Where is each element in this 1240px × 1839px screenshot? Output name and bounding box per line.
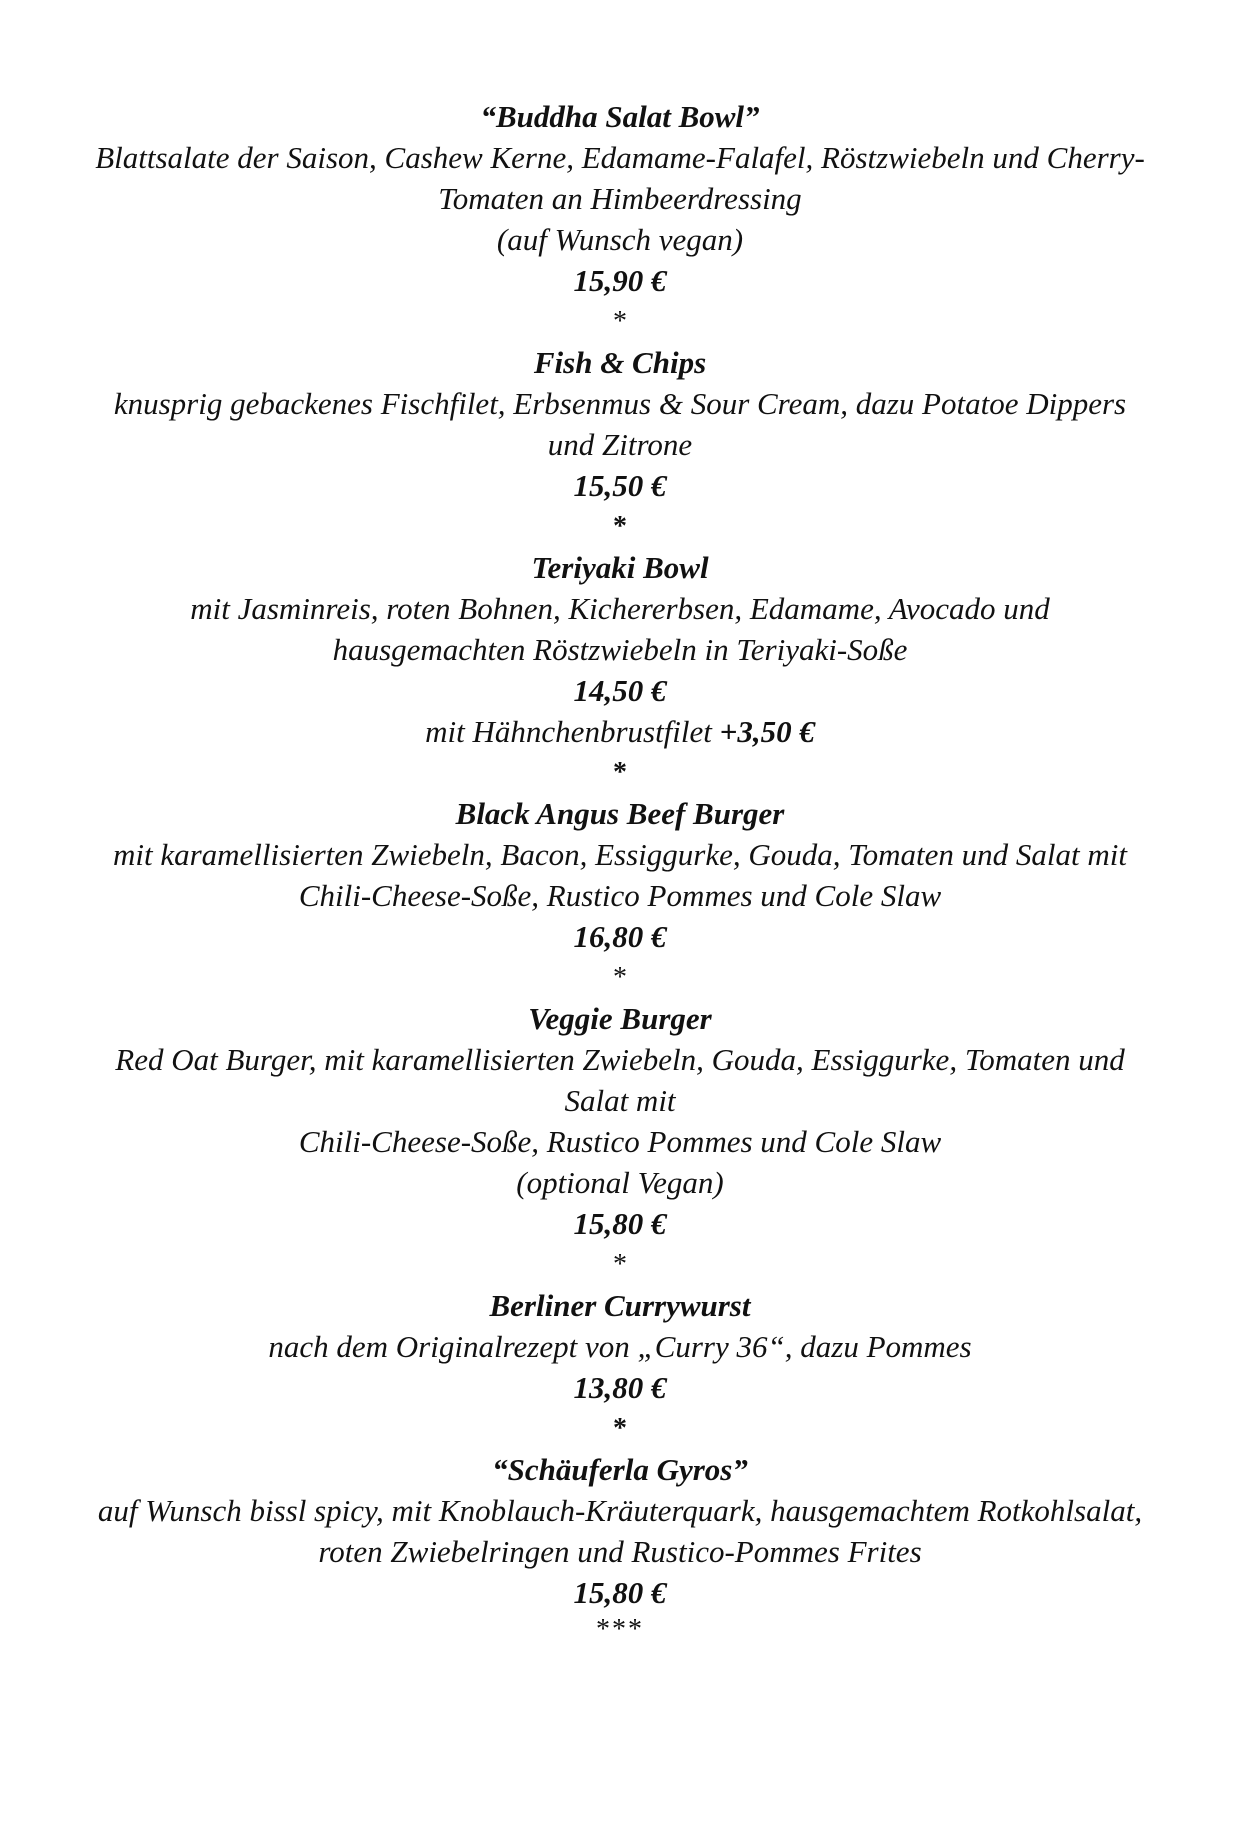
- menu-item-fish-and-chips: [30, 342, 1210, 547]
- dish-title: Fish & Chips: [533, 345, 707, 380]
- dish-description-line: nach dem Originalrezept von „Curry 36“, dazu Pommes: [268, 1329, 972, 1364]
- dish-title: Berliner Currywurst: [489, 1288, 751, 1323]
- dish-title: “Buddha Salat Bowl”: [480, 99, 760, 134]
- addon-price: +3,50 €: [719, 714, 815, 749]
- menu-item-schaeuferla-gyros: [30, 1449, 1210, 1613]
- dish-price: 13,80 €: [573, 1370, 667, 1405]
- dish-description-line: roten Zwiebelringen und Rustico-Pommes Frites: [318, 1534, 922, 1569]
- dish-price: 16,80 €: [573, 919, 667, 954]
- dish-price: 14,50 €: [573, 673, 667, 708]
- menu-item-buddha-salat-bowl: [30, 96, 1210, 342]
- dish-note: (optional Vegan): [516, 1165, 724, 1200]
- menu-item-veggie-burger: [30, 998, 1210, 1285]
- dish-title: Teriyaki Bowl: [531, 550, 709, 585]
- dish-description-line: auf Wunsch bissl spicy, mit Knoblauch-Kräuterquark, hausgemachtem Rotkohlsalat,: [97, 1493, 1143, 1528]
- item-separator: *: [613, 1249, 627, 1280]
- dish-description-line: Chili-Cheese-Soße, Rustico Pommes und Cole Slaw: [298, 1124, 942, 1159]
- dish-description-line: und Zitrone: [547, 427, 693, 462]
- dish-description-line: Salat mit: [564, 1083, 676, 1118]
- item-separator: *: [613, 757, 627, 788]
- addon-label: mit Hähnchenbrustfilet: [425, 714, 720, 749]
- dish-price: 15,50 €: [573, 468, 667, 503]
- item-separator: *: [613, 306, 627, 337]
- item-separator: *: [613, 962, 627, 993]
- dish-note: (auf Wunsch vegan): [496, 222, 744, 257]
- dish-price: 15,90 €: [573, 263, 667, 298]
- dish-description-line: knusprig gebackenes Fischfilet, Erbsenmus & Sour Cream, dazu Potatoe Dippers: [113, 386, 1127, 421]
- dish-title: “Schäuferla Gyros”: [492, 1452, 748, 1487]
- dish-description-line: Blattsalate der Saison, Cashew Kerne, Edamame-Falafel, Röstzwiebeln und Cherry-: [95, 140, 1145, 175]
- menu-end-separator: ***: [596, 1614, 644, 1645]
- menu-item-teriyaki-bowl: [30, 547, 1210, 793]
- dish-description-line: Chili-Cheese-Soße, Rustico Pommes und Cole Slaw: [298, 878, 942, 913]
- dish-title: Veggie Burger: [528, 1001, 712, 1036]
- dish-description-line: mit Jasminreis, roten Bohnen, Kichererbsen, Edamame, Avocado und: [190, 591, 1050, 626]
- menu-item-berliner-currywurst: [30, 1285, 1210, 1449]
- dish-description-line: mit karamellisierten Zwiebeln, Bacon, Essiggurke, Gouda, Tomaten und Salat mit: [112, 837, 1128, 872]
- dish-addon: [30, 711, 1210, 752]
- dish-title: Black Angus Beef Burger: [455, 796, 785, 831]
- menu-item-black-angus-beef-burger: [30, 793, 1210, 998]
- menu-list: [30, 96, 1210, 1647]
- dish-description-line: hausgemachten Röstzwiebeln in Teriyaki-Soße: [332, 632, 908, 667]
- dish-description-line: Tomaten an Himbeerdressing: [438, 181, 802, 216]
- dish-price: 15,80 €: [573, 1206, 667, 1241]
- item-separator: *: [613, 1413, 627, 1444]
- item-separator: *: [613, 511, 627, 542]
- dish-price: 15,80 €: [573, 1575, 667, 1610]
- dish-description-line: Red Oat Burger, mit karamellisierten Zwiebeln, Gouda, Essiggurke, Tomaten und: [115, 1042, 1125, 1077]
